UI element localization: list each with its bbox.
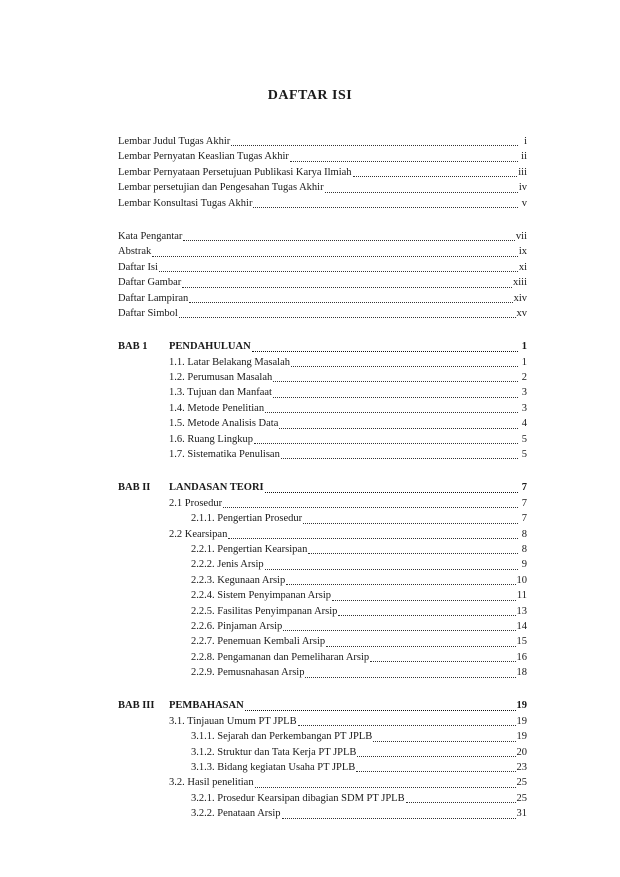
toc-entry-label: 3.2. Hasil penelitian (169, 777, 254, 789)
toc-entry-label: Abstrak (118, 246, 152, 258)
toc-page-number: 7 (521, 513, 527, 525)
toc-page-number: 5 (521, 433, 527, 445)
page-title: DAFTAR ISI (267, 88, 353, 103)
toc-dot-leader (356, 770, 515, 772)
toc-entry-row[interactable] (118, 496, 527, 511)
toc-entry-label: 2.2.7. Penemuan Kembali Arsip (191, 636, 326, 648)
toc-page-number: 10 (516, 574, 527, 586)
toc-dot-leader (298, 724, 516, 726)
toc-entry-label: 1.6. Ruang Lingkup (169, 433, 253, 445)
toc-page-number: 8 (521, 543, 527, 555)
toc-page-number: xv (516, 307, 527, 319)
toc-page-number: v (521, 197, 527, 209)
toc-entry-row[interactable] (118, 229, 527, 244)
toc-entry-label: 2.2.2. Jenis Arsip (191, 559, 264, 571)
toc-entry-row[interactable] (118, 355, 527, 370)
toc-dot-leader (290, 160, 518, 162)
toc-entry-label: Kata Pengantar (118, 230, 183, 242)
toc-dot-leader (183, 239, 514, 241)
toc-dot-leader (223, 506, 518, 508)
toc-entry-row[interactable] (118, 604, 527, 619)
toc-entry-label: Daftar Lampiran (118, 292, 189, 304)
toc-entry-row[interactable] (118, 729, 527, 744)
toc-entry-row[interactable] (118, 149, 527, 164)
toc-entry-row[interactable] (118, 714, 527, 729)
toc-chapter-number: BAB II (118, 482, 151, 494)
toc-page-number: 4 (521, 418, 527, 430)
toc-entry-row[interactable] (118, 745, 527, 760)
toc-entry-label: 1.3. Tujuan dan Manfaat (169, 387, 272, 399)
toc-entry-row[interactable] (118, 650, 527, 665)
toc-entry-row[interactable] (118, 588, 527, 603)
toc-entry-row[interactable] (118, 306, 527, 321)
toc-page-number: xi (518, 261, 527, 273)
toc-entry-label: 3.1. Tinjauan Umum PT JPLB (169, 715, 297, 727)
toc-page-number: 3 (521, 402, 527, 414)
toc-dot-leader (282, 817, 516, 819)
toc-page-number: 19 (516, 715, 527, 727)
toc-entry-label: Lembar Pernyataan Persetujuan Publikasi Karya Ilmiah (118, 166, 352, 178)
toc-dot-leader (281, 457, 518, 459)
toc-entry-label: 3.1.3. Bidang kegiatan Usaha PT JPLB (191, 762, 356, 774)
toc-dot-leader (228, 537, 518, 539)
toc-dot-leader (308, 552, 518, 554)
toc-entry-row[interactable] (118, 275, 527, 290)
toc-page-number: ii (521, 151, 527, 163)
toc-dot-leader (291, 365, 518, 367)
toc-entry-row[interactable] (118, 634, 527, 649)
toc-page-number: 8 (521, 528, 527, 540)
toc-page-number: 3 (521, 387, 527, 399)
toc-entry-label: 2.2.3. Kegunaan Arsip (191, 574, 286, 586)
toc-entry-label: Daftar Gambar (118, 277, 182, 289)
toc-entry-label: Lembar Judul Tugas Akhir (118, 135, 231, 147)
toc-entry-row[interactable] (118, 291, 527, 306)
toc-entry-row[interactable] (118, 573, 527, 588)
toc-page-number: 9 (521, 559, 527, 571)
toc-entry-label: Daftar Isi (118, 261, 158, 273)
toc-page-number: 15 (516, 636, 527, 648)
toc-entry-row[interactable] (118, 244, 527, 259)
toc-page-number: xiii (512, 277, 527, 289)
toc-dot-leader (152, 255, 518, 257)
toc-page-number: 16 (516, 651, 527, 663)
toc-dot-leader (273, 380, 518, 382)
toc-page-number: 7 (521, 482, 527, 494)
toc-entry-label: 2.2.4. Sistem Penyimpanan Arsip (191, 590, 331, 602)
toc-dot-leader (254, 442, 518, 444)
toc-entry-row[interactable] (118, 775, 527, 790)
toc-dot-leader (373, 740, 515, 742)
toc-entry-row[interactable] (118, 665, 527, 680)
toc-page-number: ix (518, 246, 527, 258)
toc-dot-leader (305, 676, 515, 678)
toc-dot-leader (357, 755, 515, 757)
toc-entry-row[interactable] (118, 447, 527, 462)
toc-page-number: 31 (516, 808, 527, 820)
toc-entry-label: 1.2. Perumusan Masalah (169, 372, 273, 384)
toc-entry-label: 1.4. Metode Penelitian (169, 402, 265, 414)
toc-page-number: 5 (521, 449, 527, 461)
toc-page-number: iii (518, 166, 527, 178)
toc-page-number: 25 (516, 777, 527, 789)
toc-entry-label: LANDASAN TEORI (169, 482, 264, 494)
toc-entry-label: 2.2.1. Pengertian Kearsipan (191, 543, 308, 555)
toc-entry-label: 2.2 Kearsipan (169, 528, 228, 540)
toc-entry-row[interactable] (118, 416, 527, 431)
toc-entry-row[interactable] (118, 165, 527, 180)
toc-entry-label: PENDAHULUAN (169, 341, 251, 353)
toc-chapter-number: BAB 1 (118, 341, 148, 353)
toc-dot-leader (283, 629, 515, 631)
toc-page-number: 13 (516, 605, 527, 617)
toc-dot-leader (245, 709, 516, 711)
toc-dot-leader (279, 427, 518, 429)
toc-entry-row[interactable] (118, 527, 527, 542)
toc-entry-row[interactable] (118, 432, 527, 447)
toc-entry-label: Lembar persetujian dan Pengesahan Tugas Akhir (118, 182, 324, 194)
toc-entry-label: 3.1.2. Struktur dan Tata Kerja PT JPLB (191, 746, 357, 758)
toc-chapter-number: BAB III (118, 700, 155, 712)
toc-entry-row[interactable] (118, 401, 527, 416)
toc-dot-leader (265, 411, 518, 413)
toc-dot-leader (353, 175, 518, 177)
toc-entry-row[interactable] (118, 806, 527, 821)
toc-entry-label: 1.7. Sistematika Penulisan (169, 449, 280, 461)
toc-dot-leader (182, 286, 512, 288)
toc-page-number: 20 (516, 746, 527, 758)
toc-dot-leader (159, 270, 518, 272)
toc-entry-label: 3.1.1. Sejarah dan Perkembangan PT JPLB (191, 731, 373, 743)
toc-entry-row[interactable] (118, 619, 527, 634)
toc-page-number: i (524, 135, 527, 147)
toc-entry-row[interactable] (118, 557, 527, 572)
toc-entry-row[interactable] (118, 511, 527, 526)
toc-entry-row[interactable] (118, 542, 527, 557)
toc-entry-row[interactable] (118, 370, 527, 385)
toc-entry-label: Daftar Simbol (118, 307, 178, 319)
toc-entry-label: 2.2.6. Pinjaman Arsip (191, 620, 283, 632)
toc-entry-row[interactable] (118, 385, 527, 400)
table-of-contents (118, 134, 527, 822)
toc-entry-label: 1.1. Latar Belakang Masalah (169, 356, 290, 368)
toc-entry-label: 2.1 Prosedur (169, 497, 223, 509)
toc-dot-leader (406, 801, 516, 803)
toc-entry-label: 2.2.5. Fasilitas Penyimpanan Arsip (191, 605, 338, 617)
toc-dot-leader (332, 599, 516, 601)
toc-page-number: vii (515, 230, 527, 242)
toc-page-number: 11 (516, 590, 527, 602)
toc-entry-row[interactable] (118, 196, 527, 211)
toc-page-number: iv (518, 182, 527, 194)
toc-entry-label: 1.5. Metode Analisis Data (169, 418, 279, 430)
toc-dot-leader (325, 191, 518, 193)
toc-entry-label: Lembar Pernyatan Keaslian Tugas Akhir (118, 151, 289, 163)
toc-dot-leader (231, 144, 518, 146)
toc-dot-leader (303, 522, 518, 524)
toc-dot-leader (273, 396, 518, 398)
toc-page-number: 23 (516, 762, 527, 774)
toc-dot-leader (253, 206, 518, 208)
toc-page-number: 14 (516, 620, 527, 632)
toc-page-number: 1 (521, 356, 527, 368)
toc-entry-label: 2.2.9. Pemusnahasan Arsip (191, 667, 305, 679)
toc-page-number: 7 (521, 497, 527, 509)
toc-entry-row[interactable] (118, 180, 527, 195)
toc-entry-row[interactable] (118, 791, 527, 806)
toc-dot-leader (189, 301, 512, 303)
toc-entry-row[interactable] (118, 134, 527, 149)
toc-page-number: 2 (521, 372, 527, 384)
toc-page-number: 19 (516, 731, 527, 743)
toc-dot-leader (338, 614, 515, 616)
toc-page-number: 25 (516, 792, 527, 804)
toc-entry-label: 3.2.1. Prosedur Kearsipan dibagian SDM PT JPLB (191, 792, 405, 804)
toc-dot-leader (252, 350, 518, 352)
toc-entry-label: PEMBAHASAN (169, 700, 244, 712)
toc-chapter-row[interactable] (118, 339, 527, 354)
toc-chapter-row[interactable] (118, 699, 527, 714)
toc-entry-row[interactable] (118, 260, 527, 275)
toc-dot-leader (265, 491, 518, 493)
toc-entry-label: 2.2.8. Pengamanan dan Pemeliharan Arsip (191, 651, 370, 663)
toc-entry-label: 3.2.2. Penataan Arsip (191, 808, 281, 820)
toc-page-number: 18 (516, 667, 527, 679)
toc-chapter-row[interactable] (118, 480, 527, 495)
toc-dot-leader (370, 660, 515, 662)
toc-dot-leader (179, 316, 516, 318)
toc-dot-leader (265, 568, 518, 570)
toc-page-number: xiv (513, 292, 527, 304)
toc-dot-leader (286, 583, 515, 585)
toc-dot-leader (255, 786, 516, 788)
toc-dot-leader (326, 645, 515, 647)
toc-entry-label: Lembar Konsultasi Tugas Akhir (118, 197, 253, 209)
toc-entry-label: 2.1.1. Pengertian Prosedur (191, 513, 303, 525)
toc-page-number: 1 (521, 341, 527, 353)
toc-page-number: 19 (516, 700, 527, 712)
toc-entry-row[interactable] (118, 760, 527, 775)
